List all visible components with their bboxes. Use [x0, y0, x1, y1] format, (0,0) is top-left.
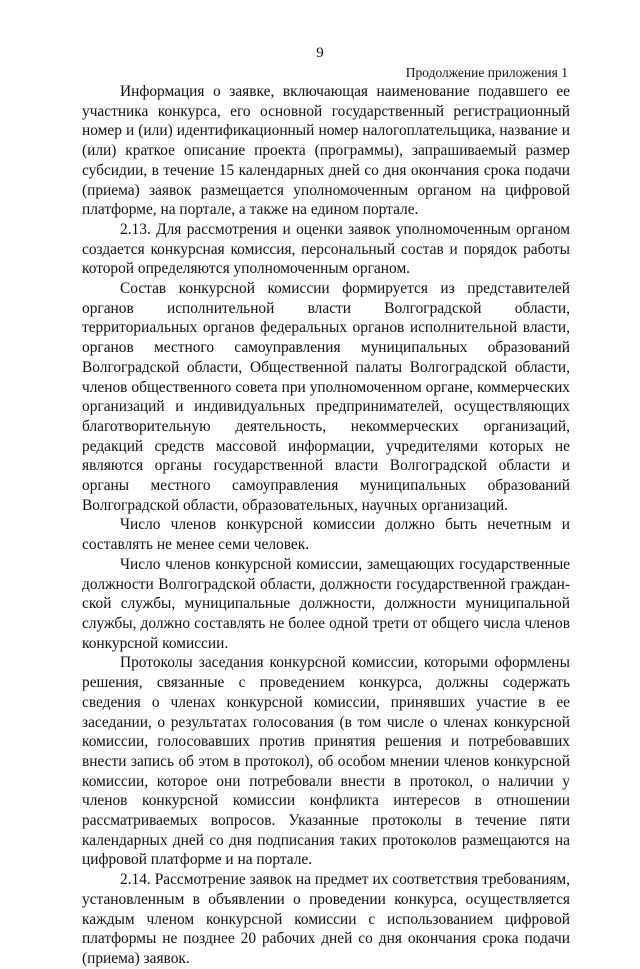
paragraph-2-13-commission: 2.13. Для рассмотрения и оценки заявок уполномоченным органом создается конкурсная комиссия, персональный состав и порядок работы которой определяются уполномоченным органом.	[82, 220, 570, 278]
paragraph-protocols: Протоколы заседания конкурсной комиссии, которыми оформлены решения, связанные с проведением конкурса, должны содержать сведения о членах конкурсной комиссии, принявших участие в ее заседании, о результатах голосования (в том числе о членах конкурсной комиссии, голосовавших против принятия решения и потребовавших внести запись об этом в протокол), об особом мнении членов конкурсной комиссии, которое они потребовали внести в протокол, о наличии у членов конкурсной комиссии конфликта интересов в отношении рассматриваемых вопросов. Указанные протоколы в течение пяти календарных дней со дня подписания таких протоколов размещаются на цифровой платформе и на портале.	[82, 654, 570, 869]
paragraph-state-positions: Число членов конкурсной комиссии, замещающих государственные должности Волгоградской области, должности государственной гражданской службы, муниципальные должности, должности муниципальной службы, должно составлять не более одной трети от общего числа членов конкурсной комиссии.	[82, 555, 570, 652]
paragraph-2-14-review: 2.14. Рассмотрение заявок на предмет их соответствия требованиям, установленным в объявлении о проведении конкурса, осуществляется каждым членом конкурсной комиссии с использованием цифровой платформы не позднее 20 рабочих дней со дня окончания срока подачи (приема) заявок.	[82, 871, 570, 967]
page-number: 9	[316, 45, 324, 61]
document-body	[82, 82, 570, 969]
paragraph-member-count: Число членов конкурсной комиссии должно быть нечетным и составлять не менее семи человек.	[82, 516, 570, 554]
appendix-continuation-note: Продолжение приложения 1	[405, 65, 568, 80]
paragraph-application-info: Информация о заявке, включающая наименование подавшего ее участника конкурса, его основной государственный регистрационный номер и (или) идентификационный номер налогоплательщика, название и (или) краткое описание проекта (программы), запрашиваемый размер субсидии, в течение 15 календарных дней со дня окончания срока подачи (приема) заявок размещается уполномоченным органом на цифровой платформе, на портале, а также на едином портале.	[82, 83, 570, 219]
paragraph-commission-composition: Состав конкурсной комиссии формируется из представителей органов исполнительной власти Волгоградской области, территориальных органов федеральных органов исполнительной власти, органов местного самоуправления муниципальных образований Волгоградской области, Общественной палаты Волгоградской области, членов общественного совета при уполномоченном органе, коммерческих организаций и индивидуальных предпринимателей, осуществляющих благотворительную деятельность, некоммерческих организаций, редакций средств массовой информации, учредителями которых не являются органы государственной власти Волгоградской области и органы местного самоуправления муниципальных образований Волгоградской области, образовательных, научных организаций.	[82, 280, 570, 514]
